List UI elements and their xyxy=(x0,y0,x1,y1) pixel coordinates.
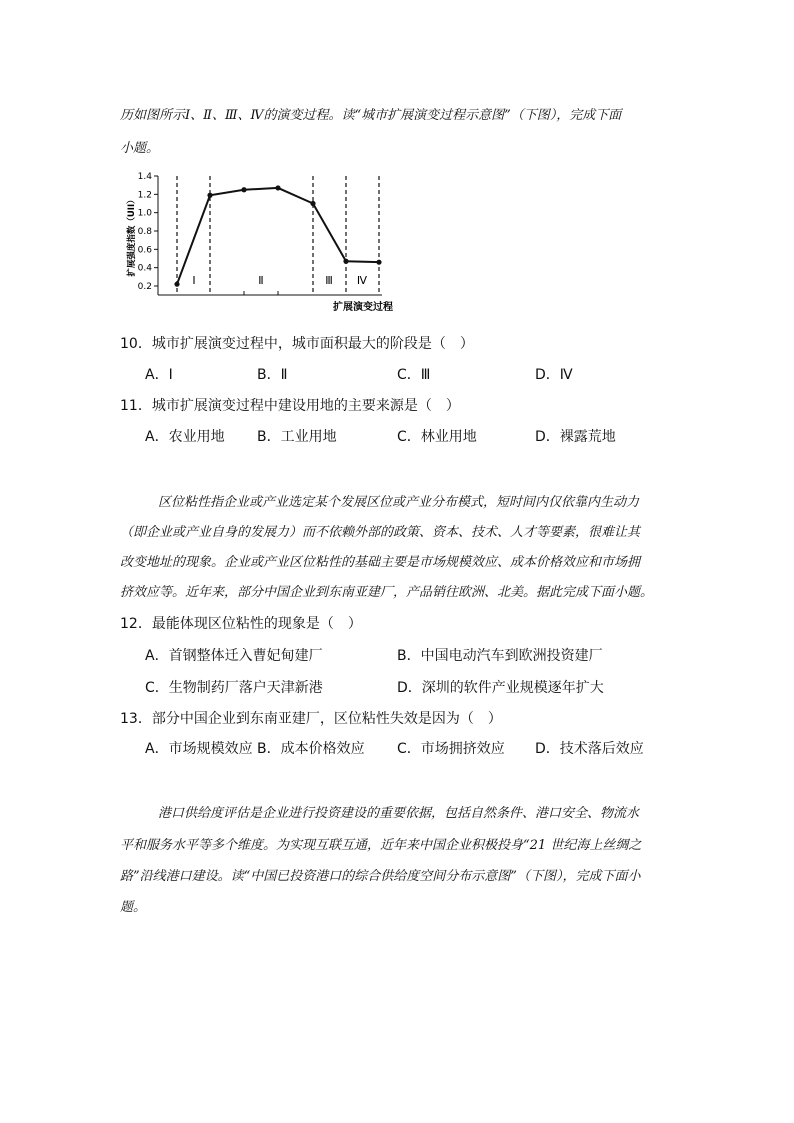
passage2-line-2: （即企业或产业自身的发展力）而不依赖外部的政策、资本、技术、人才等要素，很难让其 xyxy=(120,525,641,540)
y-tick-label: 0.4 xyxy=(137,263,152,274)
y-tick-label: 1.0 xyxy=(137,208,152,219)
option-c: C．Ⅲ xyxy=(397,367,431,383)
y-axis-label: 扩展强度指数（UII） xyxy=(127,195,137,277)
option-a: A．市场规模效应 xyxy=(145,741,253,757)
data-point xyxy=(343,259,348,264)
y-tick-label: 1.4 xyxy=(137,172,152,182)
x-axis-label: 扩展演变过程 xyxy=(333,302,393,313)
data-point xyxy=(376,260,381,265)
option-c: C．市场拥挤效应 xyxy=(397,741,505,757)
option-d: D．裸露荒地 xyxy=(535,429,616,445)
option-c: C．生物制药厂落户天津新港 xyxy=(145,680,323,696)
option-a: A．首钢整体迁入曹妃甸建厂 xyxy=(145,648,323,664)
data-point xyxy=(174,282,179,287)
option-a: A．Ⅰ xyxy=(145,367,173,383)
y-tick-label: 0.6 xyxy=(137,245,152,256)
passage3-line-1: 港口供给度评估是企业进行投资建设的重要依据，包括自然条件、港口安全、物流水 xyxy=(158,806,640,821)
passage2-line-3: 改变地址的现象。企业或产业区位粘性的基础主要是市场规模效应、成本价格效应和市场拥 xyxy=(120,555,641,570)
option-d: D．技术落后效应 xyxy=(535,741,644,757)
passage3-line-4: 题。 xyxy=(120,900,147,915)
option-d: D．Ⅳ xyxy=(535,367,573,383)
y-tick-label: 0.8 xyxy=(137,227,152,237)
question-11: 11．城市扩展演变过程中建设用地的主要来源是（ ） xyxy=(120,398,460,414)
passage2-line-1: 区位粘性指企业或产业选定某个发展区位或产业分布模式，短时间内仅依靠内生动力 xyxy=(158,495,640,510)
option-b: B．成本价格效应 xyxy=(257,741,365,757)
series-line xyxy=(177,188,379,284)
data-point xyxy=(207,193,212,198)
intro-line-2: 小题。 xyxy=(120,141,160,156)
option-b: B．Ⅱ xyxy=(257,367,288,383)
data-point xyxy=(275,185,280,190)
y-tick-label: 1.2 xyxy=(137,190,152,201)
option-c: C．林业用地 xyxy=(397,429,477,445)
option-a: A．农业用地 xyxy=(145,429,225,445)
data-point xyxy=(310,201,315,206)
passage3-line-2: 平和服务水平等多个维度。为实现互联互通，近年来中国企业积极投身“21 世纪海上丝绸之 xyxy=(120,838,642,853)
stage-label: Ⅱ xyxy=(258,274,264,287)
option-d: D．深圳的软件产业规模逐年扩大 xyxy=(397,680,604,696)
stage-label: Ⅰ xyxy=(192,274,196,287)
urban-expansion-chart xyxy=(118,168,418,320)
question-13: 13．部分中国企业到东南亚建厂，区位粘性失效是因为（ ） xyxy=(120,711,502,727)
question-12: 12．最能体现区位粘性的现象是（ ） xyxy=(120,616,362,632)
passage3-line-3: 路”沿线港口建设。读“中国已投资港口的综合供给度空间分布示意图”（下图），完成下面小 xyxy=(120,869,641,884)
data-point xyxy=(241,187,246,192)
stage-label: Ⅲ xyxy=(325,274,333,287)
y-tick-label: 0.2 xyxy=(137,282,152,292)
option-b: B．工业用地 xyxy=(257,429,337,445)
intro-line-1: 历如图所示Ⅰ、Ⅱ、Ⅲ、Ⅳ的演变过程。读“城市扩展演变过程示意图”（下图），完成下面 xyxy=(120,108,622,123)
option-b: B．中国电动汽车到欧洲投资建厂 xyxy=(397,648,603,664)
passage2-line-4: 挤效应等。近年来，部分中国企业到东南亚建厂，产品销往欧洲、北美。据此完成下面小题。 xyxy=(120,585,654,600)
question-10: 10．城市扩展演变过程中，城市面积最大的阶段是（ ） xyxy=(120,336,474,352)
stage-label: Ⅳ xyxy=(356,274,368,287)
